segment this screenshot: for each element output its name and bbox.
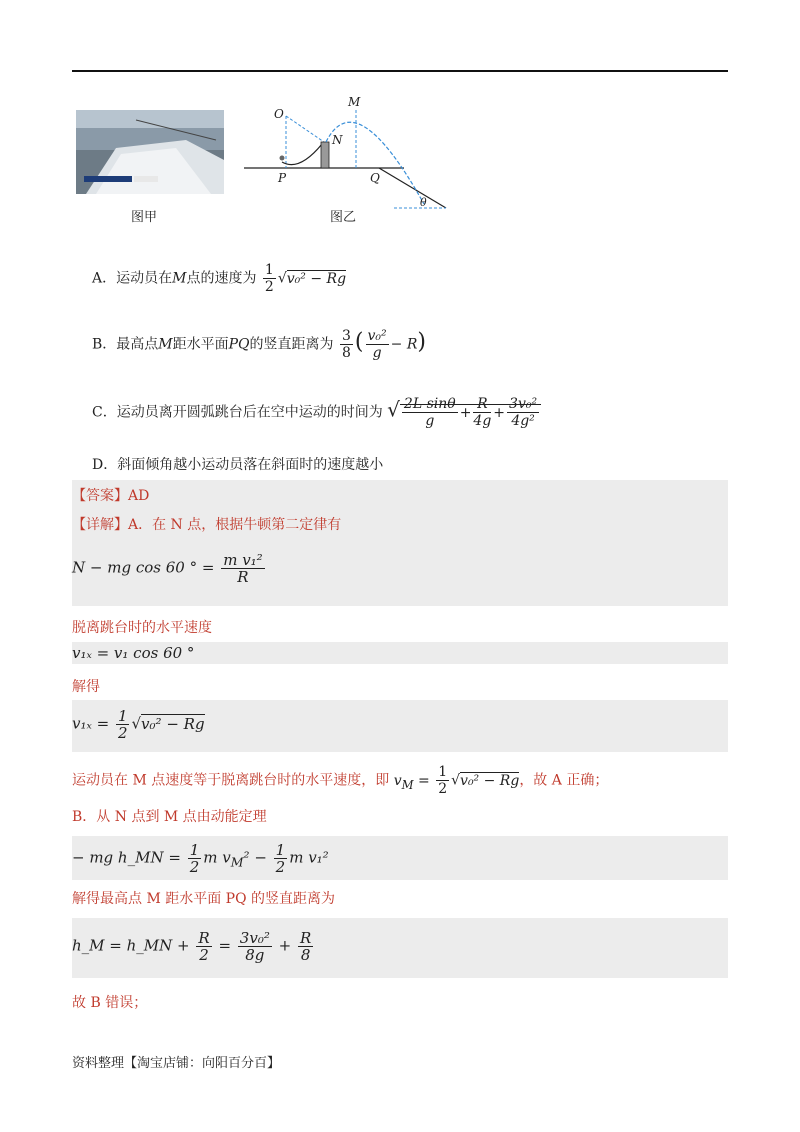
label-o: O: [274, 107, 284, 121]
solve-label: 解得: [72, 679, 100, 695]
equation-4: − mg h_MN = $\frac{1}{2}$ m $v_M^2$ − $\frac{1}{2}$ m v₁²: [72, 841, 329, 876]
header-rule: [72, 70, 728, 72]
equation-3: v₁ₓ = $\frac{1}{2}$ √v₀² − Rg: [72, 707, 205, 742]
label-m: M: [348, 95, 361, 109]
equation-5: h_M = h_MN + $\frac{R}{2}$ = $\frac{\text{3v₀²}}{8g}$ + $\frac{R}{8}$: [72, 929, 312, 964]
option-d: D．斜面倾角越小运动员落在斜面时的速度越小: [92, 457, 384, 473]
b-solve-label: 解得最高点 M 距水平面 PQ 的竖直距离为: [72, 891, 336, 907]
equation-2: v₁ₓ = v₁ cos 60 °: [72, 644, 195, 662]
option-a: A．运动员在M点的速度为 $\frac{1}{2}$ √v₀² − Rg: [92, 262, 347, 295]
option-b: B．最高点M距水平面PQ的竖直距离为 $\frac{3}{8}$ ( $\frac{\text{v₀²}}{g}$ − R): [92, 328, 426, 361]
footer: 资料整理【淘宝店铺：向阳百分百】: [72, 1056, 281, 1071]
conclusion-a: 运动员在 M 点速度等于脱离跳台时的水平速度，即 $v_M$ = $\frac{1}{2}$ √v₀² − Rg，故 A 正确；: [72, 764, 609, 797]
label-p: P: [278, 171, 287, 185]
label-n: N: [332, 133, 343, 147]
label-q: Q: [370, 171, 380, 185]
detail-b-intro: B．从 N 点到 M 点由动能定理: [72, 809, 267, 825]
b-conclusion: 故 B 错误；: [72, 995, 148, 1011]
option-c: C．运动员离开圆弧跳台后在空中运动的时间为 √ $\frac{\text{2L sinθ}}{g}$ + $\frac{R}{4g}$ + $\frac{\text{3v₀²}}{\text{4g²}}$: [92, 396, 541, 429]
horizontal-speed-label: 脱离跳台时的水平速度: [72, 620, 212, 636]
ski-jump-photo: [76, 110, 224, 194]
detail-a-intro: 【详解】A．在 N 点，根据牛顿第二定律有: [72, 517, 342, 533]
answer-band: [72, 480, 728, 606]
answer-line: 【答案】AD: [72, 488, 150, 504]
figure-caption-left: 图甲: [131, 210, 158, 225]
trajectory-diagram: [244, 92, 454, 214]
figure-caption-right: 图乙: [330, 210, 357, 225]
equation-1: N − mg cos 60 ° = $\frac{\text{m v₁²}}{R}$: [72, 551, 263, 586]
label-theta: θ: [420, 196, 427, 209]
